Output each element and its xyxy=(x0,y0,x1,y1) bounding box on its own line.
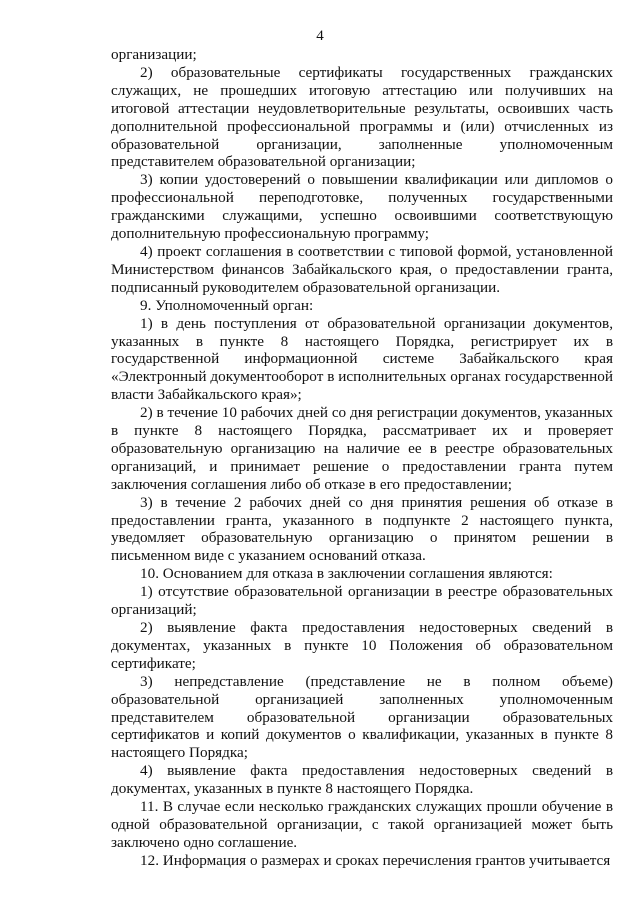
paragraph-section-11: 11. В случае если несколько гражданских служащих прошли обучение в одной образовательной организации, с такой организацией может быть заключено одно соглашение. xyxy=(111,798,613,851)
paragraph-section-10: 10. Основанием для отказа в заключении соглашения являются: xyxy=(140,565,553,583)
paragraph-item-8-3: 3) копии удостоверений о повышении квалификации или дипломов о профессиональной переподготовке, полученных государственными гражданскими служащими, успешно освоившими соответствующую дополнительную профессиональную программу; xyxy=(111,171,613,243)
paragraph-item-9-1: 1) в день поступления от образовательной организации документов, указанных в пункте 8 настоящего Порядка, регистрирует их в государственной информационной системе Забайкальского края «Электронный документооборот в исполнительных органах государственной власти Забайкальского края»; xyxy=(111,314,613,404)
paragraph-item-10-3: 3) непредставление (представление не в полном объеме) образовательной организацией заполненных уполномоченным представителем образовательной организации образовательных сертификатов и копий документов о квалификации, указанных в пункте 8 настоящего Порядка; xyxy=(111,672,613,762)
page-number: 4 xyxy=(316,28,324,44)
paragraph-section-12: 12. Информация о размерах и сроках перечисления грантов учитывается xyxy=(140,851,611,869)
paragraph-continuation: организации; xyxy=(111,46,197,63)
paragraph-item-8-2: 2) образовательные сертификаты государственных гражданских служащих, не прошедших итоговую аттестацию или получивших на итоговой аттестации неудовлетворительные результаты, освоивших часть дополнительной профессиональной программы и (или) отчисленных из образовательной организации, заполненные уполномоченным представителем образовательной организации; xyxy=(111,63,613,171)
paragraph-item-9-3: 3) в течение 2 рабочих дней со дня принятия решения об отказе в предоставлении гранта, указанного в подпункте 2 настоящего пункта, уведомляет образовательную организацию о принятом решении в письменном виде с указанием оснований отказа. xyxy=(111,493,613,565)
document-body xyxy=(111,46,613,870)
paragraph-item-8-4: 4) проект соглашения в соответствии с типовой формой, установленной Министерством финансов Забайкальского края, о предоставлении гранта, подписанный руководителем образовательной организации. xyxy=(111,242,613,296)
paragraph-item-10-4: 4) выявление факта предоставления недостоверных сведений в документах, указанных в пункте 8 настоящего Порядка. xyxy=(111,762,613,798)
paragraph-item-10-1: 1) отсутствие образовательной организации в реестре образовательных организаций; xyxy=(111,583,613,619)
paragraph-item-10-2: 2) выявление факта предоставления недостоверных сведений в документах, указанных в пункте 10 Положения об образовательном сертификате; xyxy=(111,619,613,672)
paragraph-section-9: 9. Уполномоченный орган: xyxy=(140,296,314,314)
paragraph-item-9-2: 2) в течение 10 рабочих дней со дня регистрации документов, указанных в пункте 8 настоящего Порядка, рассматривает их и проверяет образовательную организацию на наличие ее в реестре образовательных организаций, и принимает решение о предоставлении гранта путем заключения соглашения либо об отказе в его предоставлении; xyxy=(111,404,613,493)
